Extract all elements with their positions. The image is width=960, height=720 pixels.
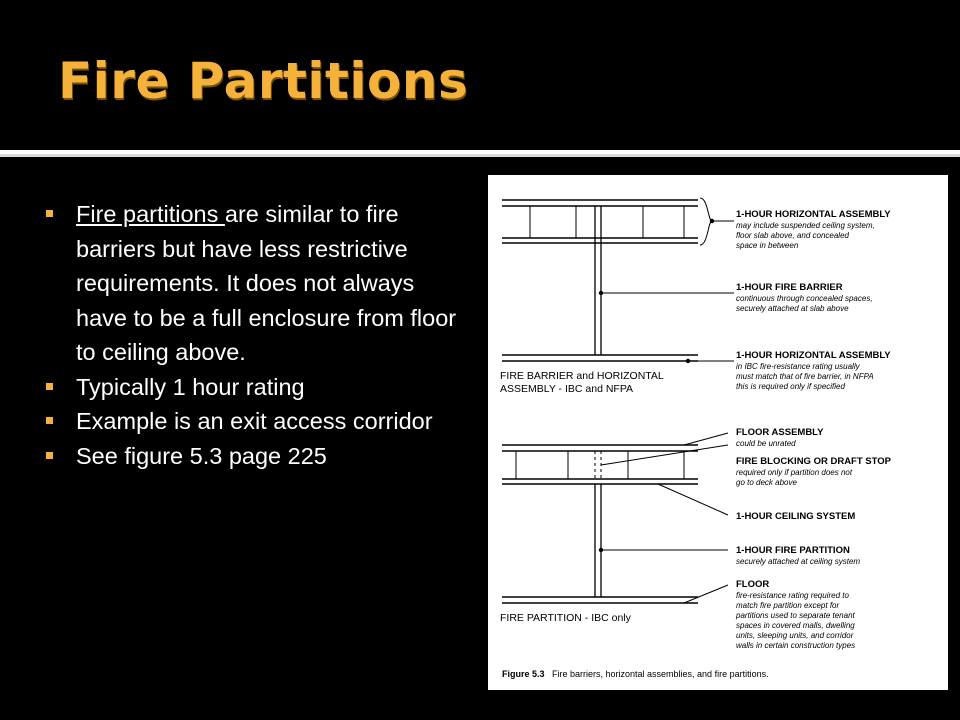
label-title: 1-HOUR HORIZONTAL ASSEMBLY — [736, 350, 891, 361]
bullet-text: See figure 5.3 page 225 — [76, 442, 327, 469]
top-diagram — [502, 198, 734, 361]
bullet-list — [46, 197, 466, 473]
square-bullet-icon — [46, 383, 53, 390]
bullet-item — [46, 197, 466, 370]
label-note: units, sleeping units, and corridor — [736, 631, 854, 640]
label-title: 1-HOUR FIRE BARRIER — [736, 282, 843, 293]
bullet-text: are similar to fire barriers but have less restrictive requirements. It does not always have to be a full enclosure from floor to ceiling above. — [76, 201, 457, 365]
bullet-text: Typically 1 hour rating — [76, 373, 305, 400]
label-note: in IBC fire-resistance rating usually — [736, 362, 860, 371]
leader-line — [601, 445, 728, 465]
bullet-text: Example is an exit access corridor — [76, 408, 433, 434]
bottom-caption: FIRE PARTITION - IBC only — [500, 612, 631, 624]
top-caption — [500, 370, 666, 395]
figure-caption-label: Figure 5.3 — [502, 669, 545, 679]
label-note: securely attached at ceiling system — [736, 557, 861, 566]
square-bullet-icon — [46, 210, 53, 217]
bullet-item — [46, 439, 466, 474]
label-note: floor slab above, and concealed — [736, 231, 849, 240]
fire-assembly-diagram — [488, 175, 948, 690]
callout-dot — [710, 219, 714, 223]
leader-line — [658, 484, 728, 515]
square-bullet-icon — [46, 452, 53, 459]
label-note: space in between — [736, 241, 799, 250]
slide-title: Fire Partitions — [58, 52, 469, 110]
label-note: fire-resistance rating required to — [736, 591, 849, 600]
label-title: FIRE BLOCKING OR DRAFT STOP — [736, 456, 891, 467]
top-caption-line: ASSEMBLY - IBC and NFPA — [500, 383, 634, 395]
label-note: this is required only if specified — [736, 382, 845, 391]
bullet-item — [46, 404, 466, 439]
label-note: continuous through concealed spaces, — [736, 294, 873, 303]
callout-dot — [686, 359, 690, 363]
callout-dot — [599, 548, 603, 552]
label-note: spaces in covered malls, dwelling — [736, 621, 855, 630]
label-note: could be unrated — [736, 439, 796, 448]
top-caption-line: FIRE BARRIER and HORIZONTAL — [500, 370, 664, 382]
figure-panel — [488, 175, 948, 690]
square-bullet-icon — [46, 417, 53, 424]
label-note: may include suspended ceiling system, — [736, 221, 875, 230]
label-note: required only if partition does not — [736, 468, 853, 477]
label-note: go to deck above — [736, 478, 797, 487]
bottom-diagram — [502, 433, 728, 603]
label-note: walls in certain construction types — [736, 641, 856, 650]
callout-dot — [599, 291, 603, 295]
figure-caption-text: Fire barriers, horizontal assemblies, and fire partitions. — [552, 669, 769, 679]
title-bar — [0, 0, 960, 150]
bullet-item — [46, 370, 466, 405]
label-note: securely attached at slab above — [736, 304, 849, 313]
label-title: 1-HOUR FIRE PARTITION — [736, 545, 850, 556]
label-title: 1-HOUR CEILING SYSTEM — [736, 511, 856, 522]
label-note: match fire partition except for — [736, 601, 840, 610]
label-title: FLOOR — [736, 579, 770, 590]
label-note: must match that of fire barrier, in NFPA — [736, 372, 874, 381]
bullet-underlined-term: Fire partitions — [76, 201, 225, 227]
leader-line — [684, 585, 728, 603]
leader-line — [684, 433, 728, 445]
label-title: 1-HOUR HORIZONTAL ASSEMBLY — [736, 209, 891, 220]
label-note: partitions used to separate tenant — [736, 611, 855, 620]
label-title: FLOOR ASSEMBLY — [736, 427, 824, 438]
